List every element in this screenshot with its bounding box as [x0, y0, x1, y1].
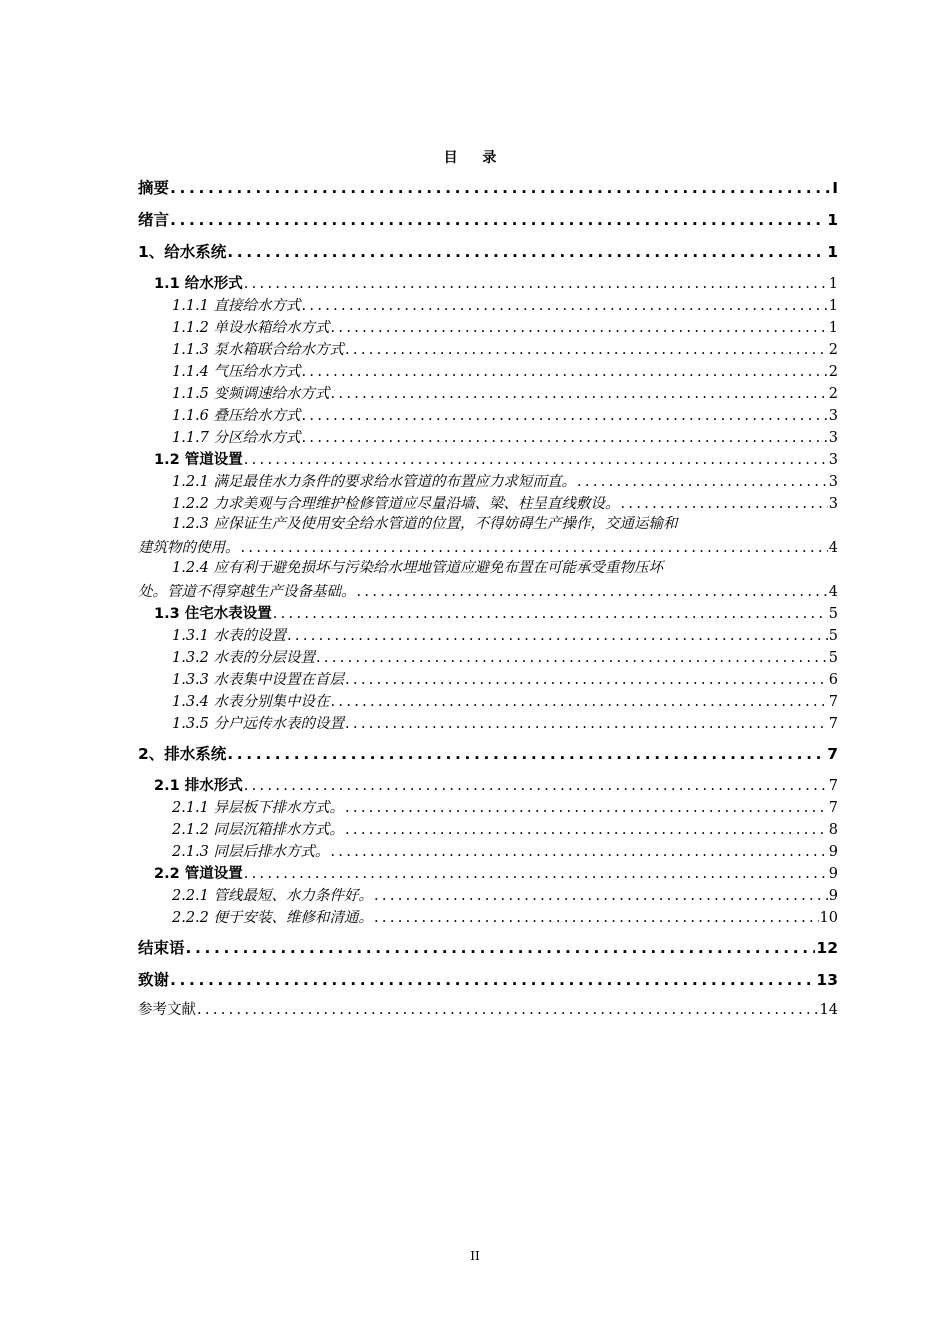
toc-page-number: 1	[828, 320, 838, 336]
toc-leader-dots	[244, 452, 828, 468]
toc-entry-text: 2、排水系统	[138, 745, 227, 763]
toc-entry-text: 1.1 给水形式	[154, 276, 243, 292]
toc-page-number: 7	[828, 800, 838, 816]
toc-entry-subsection[interactable]	[172, 906, 838, 927]
toc-leader-dots	[316, 650, 828, 666]
toc-page-number: 3	[828, 408, 838, 424]
toc-entry-subsection[interactable]	[138, 536, 838, 557]
toc-leader-dots	[357, 584, 828, 600]
toc-page-number: 3	[828, 452, 838, 468]
toc-entry-section-1-2[interactable]	[154, 448, 838, 469]
toc-page-number: 9	[828, 866, 838, 882]
toc-entry-text: 1.2.2 力求美观与合理维护检修管道应尽量沿墙、梁、柱呈直线敷设。	[172, 496, 620, 512]
toc-entry-text: 2.1.3 同层后排水方式。	[172, 844, 330, 860]
toc-page-number: 4	[828, 540, 838, 556]
toc-entry-text: 2.1.2 同层沉箱排水方式。	[172, 822, 345, 838]
toc-leader-dots	[374, 888, 828, 904]
toc-leader-dots	[345, 800, 828, 816]
toc-page-number: 5	[828, 628, 838, 644]
toc-entry-text: 1.1.7 分区给水方式	[172, 430, 301, 446]
toc-page-number: 9	[828, 844, 838, 860]
toc-entry-subsection[interactable]	[172, 360, 838, 381]
toc-page-number: 4	[828, 584, 838, 600]
toc-entry-subsection[interactable]	[172, 668, 838, 689]
toc-page-number: 10	[819, 910, 838, 926]
toc-entry-subsection[interactable]	[172, 426, 838, 447]
toc-page-number: 6	[828, 672, 838, 688]
toc-leader-dots	[197, 1002, 819, 1018]
toc-entry-text: 1.1.4 气压给水方式	[172, 364, 301, 380]
toc-entry-text: 1.3.4 水表分别集中设在	[172, 694, 330, 710]
toc-page-number: 5	[828, 606, 838, 622]
toc-entry-wrapped-line[interactable]: 1.2.3 应保证生产及使用安全给水管道的位置，不得妨碍生产操作，交通运输和	[172, 516, 678, 532]
toc-leader-dots	[227, 745, 826, 763]
toc-entry-subsection[interactable]	[172, 492, 838, 513]
toc-leader-dots	[244, 866, 828, 882]
toc-entry-conclusion[interactable]	[138, 936, 838, 958]
toc-page-number: 2	[828, 386, 838, 402]
toc-entry-wrapped-line[interactable]: 1.2.4 应有利于避免损坏与污染给水埋地管道应避免布置在可能承受重物压坏	[172, 560, 664, 576]
toc-entry-section-1-3[interactable]	[154, 602, 838, 623]
toc-entry-introduction[interactable]	[138, 208, 838, 230]
toc-page-number: 14	[819, 1002, 838, 1018]
toc-entry-text: 绪言	[138, 211, 170, 229]
toc-title: 目 录	[443, 150, 507, 166]
toc-leader-dots	[374, 910, 819, 926]
toc-page-number: 1	[828, 276, 838, 292]
toc-leader-dots	[302, 298, 828, 314]
toc-leader-dots	[345, 716, 828, 732]
toc-entry-text: 2.1 排水形式	[154, 778, 243, 794]
toc-page-number: 8	[828, 822, 838, 838]
toc-page-number: 5	[828, 650, 838, 666]
toc-leader-dots	[345, 822, 828, 838]
toc-leader-dots	[244, 276, 828, 292]
toc-leader-dots	[244, 778, 828, 794]
toc-entry-subsection[interactable]	[172, 818, 838, 839]
toc-leader-dots	[170, 971, 815, 989]
toc-entry-text: 1.2.1 满足最佳水力条件的要求给水管道的布置应力求短而直。	[172, 474, 577, 490]
toc-entry-text: 1.2 管道设置	[154, 452, 243, 468]
toc-entry-subsection[interactable]	[172, 404, 838, 425]
toc-leader-dots	[331, 320, 828, 336]
toc-entry-text: 2.2.2 便于安装、维修和清通。	[172, 910, 374, 926]
toc-page-number: 7	[828, 716, 838, 732]
toc-page-number: 3	[828, 430, 838, 446]
toc-page-number: I	[832, 179, 838, 197]
toc-entry-text: 摘要	[138, 179, 170, 197]
toc-entry-text: 1.1.6 叠压给水方式	[172, 408, 301, 424]
toc-leader-dots	[273, 606, 828, 622]
toc-entry-text: 1.3.5 分户远传水表的设置	[172, 716, 345, 732]
toc-entry-abstract[interactable]	[138, 176, 838, 198]
toc-page-number: 1	[827, 211, 838, 229]
toc-entry-section-1-1[interactable]	[154, 272, 838, 293]
toc-page-number: 7	[828, 694, 838, 710]
toc-entry-text: 1.1.1 直接给水方式	[172, 298, 301, 314]
toc-entry-acknowledgements[interactable]	[138, 968, 838, 990]
toc-entry-text: 参考文献	[138, 1002, 196, 1018]
toc-entry-subsection[interactable]	[172, 884, 838, 905]
toc-entry-subsection[interactable]	[138, 580, 838, 601]
toc-entry-text: 结束语	[138, 939, 185, 957]
toc-leader-dots	[186, 939, 816, 957]
toc-leader-dots	[170, 211, 826, 229]
toc-leader-dots	[345, 342, 828, 358]
toc-entry-text: 1、给水系统	[138, 243, 227, 261]
toc-page-number: 13	[816, 971, 838, 989]
toc-page-number: 7	[828, 778, 838, 794]
toc-leader-dots	[227, 243, 826, 261]
toc-page-number: 2	[828, 364, 838, 380]
toc-entry-text: 建筑物的使用。	[138, 540, 240, 556]
toc-leader-dots	[241, 540, 828, 556]
toc-entry-section-2-2[interactable]	[154, 862, 838, 883]
toc-entry-subsection[interactable]	[172, 338, 838, 359]
toc-entry-subsection[interactable]	[172, 294, 838, 315]
toc-leader-dots	[302, 408, 828, 424]
toc-entry-chapter-2[interactable]	[138, 742, 838, 764]
toc-page-number: 3	[828, 474, 838, 490]
toc-page-number: 9	[828, 888, 838, 904]
toc-leader-dots	[331, 386, 828, 402]
toc-entry-text: 1.1.3 泵水箱联合给水方式	[172, 342, 345, 358]
toc-entry-text: 1.3.1 水表的设置	[172, 628, 287, 644]
toc-entry-text: 2.2 管道设置	[154, 866, 243, 882]
toc-entry-text: 1.1.2 单设水箱给水方式	[172, 320, 330, 336]
toc-page-number: 12	[816, 939, 838, 957]
toc-entry-section-2-1[interactable]	[154, 774, 838, 795]
toc-entry-subsection[interactable]	[172, 470, 838, 491]
toc-leader-dots	[287, 628, 828, 644]
toc-page-number: 7	[827, 745, 838, 763]
toc-leader-dots	[331, 694, 828, 710]
toc-leader-dots	[170, 179, 831, 197]
page-footer-number: II	[470, 1249, 480, 1263]
toc-entry-subsection[interactable]	[172, 624, 838, 645]
toc-entry-subsection[interactable]	[172, 646, 838, 667]
toc-entry-text: 1.3.2 水表的分层设置	[172, 650, 316, 666]
toc-entry-text: 1.3.3 水表集中设置在首层	[172, 672, 345, 688]
toc-entry-subsection[interactable]	[172, 690, 838, 711]
toc-entry-subsection[interactable]	[172, 382, 838, 403]
toc-leader-dots	[302, 430, 828, 446]
toc-entry-subsection[interactable]	[172, 712, 838, 733]
toc-entry-references[interactable]	[138, 998, 838, 1019]
toc-leader-dots	[621, 496, 828, 512]
toc-entry-text: 致谢	[138, 971, 170, 989]
toc-entry-chapter-1[interactable]	[138, 240, 838, 262]
toc-entry-text: 2.1.1 异层板下排水方式。	[172, 800, 345, 816]
toc-entry-text: 2.2.1 管线最短、水力条件好。	[172, 888, 374, 904]
toc-page-number: 1	[828, 298, 838, 314]
toc-leader-dots	[302, 364, 828, 380]
toc-page-number: 2	[828, 342, 838, 358]
toc-entry-subsection[interactable]	[172, 316, 838, 337]
toc-page-number: 1	[827, 243, 838, 261]
toc-entry-text: 处。管道不得穿越生产设备基础。	[138, 584, 356, 600]
toc-entry-subsection[interactable]	[172, 840, 838, 861]
toc-leader-dots	[345, 672, 828, 688]
toc-leader-dots	[577, 474, 828, 490]
toc-leader-dots	[331, 844, 828, 860]
toc-entry-text: 1.1.5 变频调速给水方式	[172, 386, 330, 402]
toc-entry-text: 1.3 住宅水表设置	[154, 606, 272, 622]
toc-page-number: 3	[828, 496, 838, 512]
toc-entry-subsection[interactable]	[172, 796, 838, 817]
